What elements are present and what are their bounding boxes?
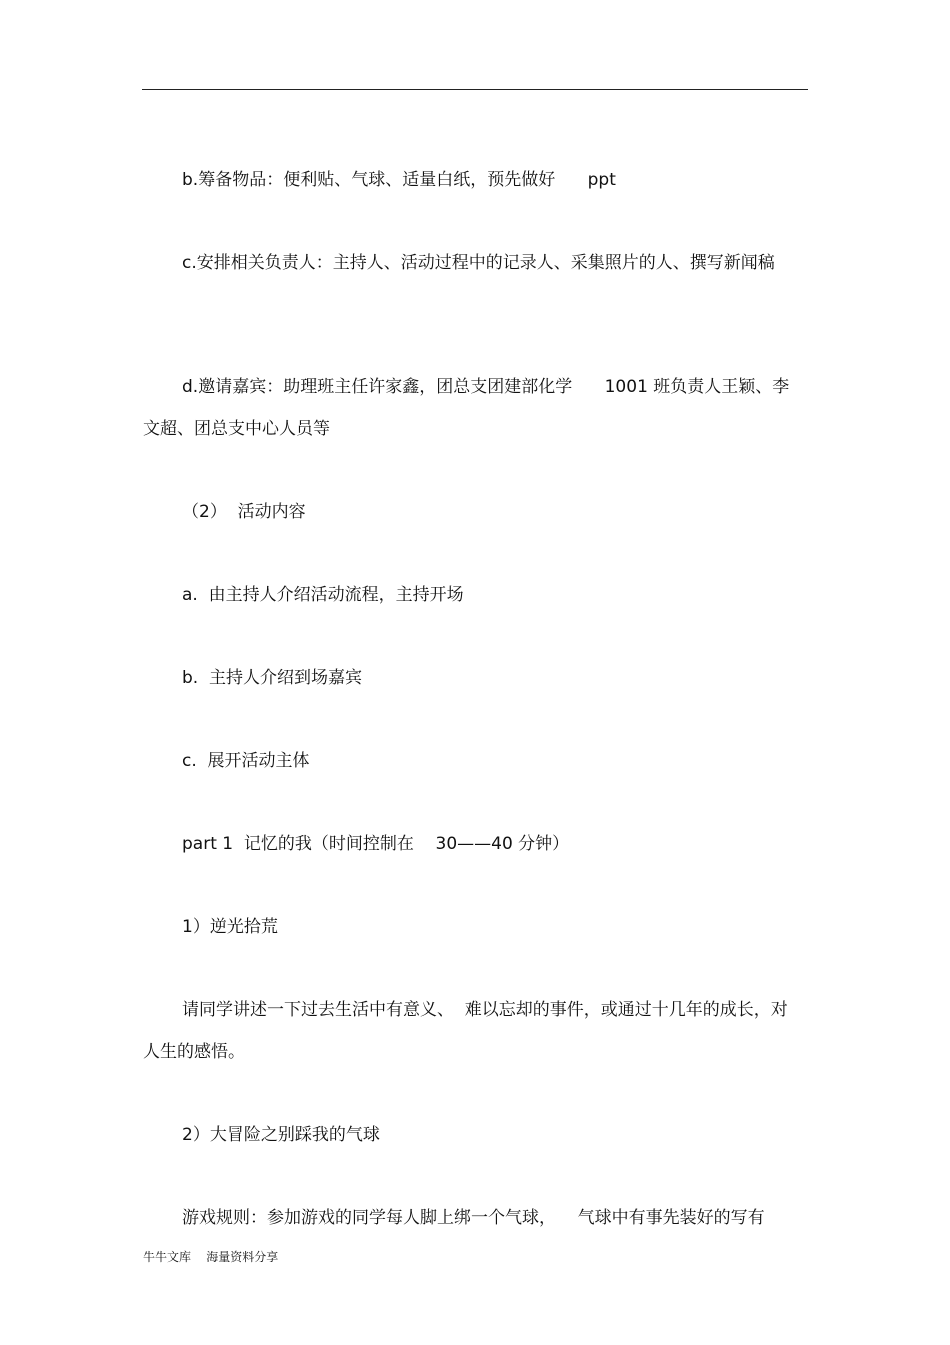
subheading-balloon-game: 2）大冒险之别踩我的气球 [182,1125,380,1145]
paragraph-game-rules: 游戏规则：参加游戏的同学每人脚上绑一个气球， 气球中有事先装好的写有 [182,1208,765,1228]
paragraph-prepare-items: b.筹备物品：便利贴、气球、适量白纸，预先做好 ppt [182,170,616,190]
subheading-backlight: 1）逆光拾荒 [182,917,278,937]
part-heading-memory: part 1 记忆的我（时间控制在 30——40 分钟） [182,834,570,854]
list-item-opening: a. 由主持人介绍活动流程，主持开场 [182,585,464,605]
header-rule [142,89,808,90]
paragraph-invite-guests: d.邀请嘉宾：助理班主任许家鑫，团总支团建部化学 1001 班负责人王颖、李文超、团总支中心人员等 [143,377,790,439]
page-footer: 牛牛文库 海量资料分享 [143,1250,279,1264]
list-item-introduce-guests: b. 主持人介绍到场嘉宾 [182,668,363,688]
paragraph-assign-roles: c.安排相关负责人：主持人、活动过程中的记录人、采集照片的人、撰写新闻稿 [182,253,775,273]
section-heading-activity-content: （2） 活动内容 [182,502,306,522]
paragraph-share-stories: 请同学讲述一下过去生活中有意义、 难以忘却的事件，或通过十几年的成长，对人生的感悟。 [143,1000,788,1062]
list-item-main-activity: c. 展开活动主体 [182,751,310,771]
